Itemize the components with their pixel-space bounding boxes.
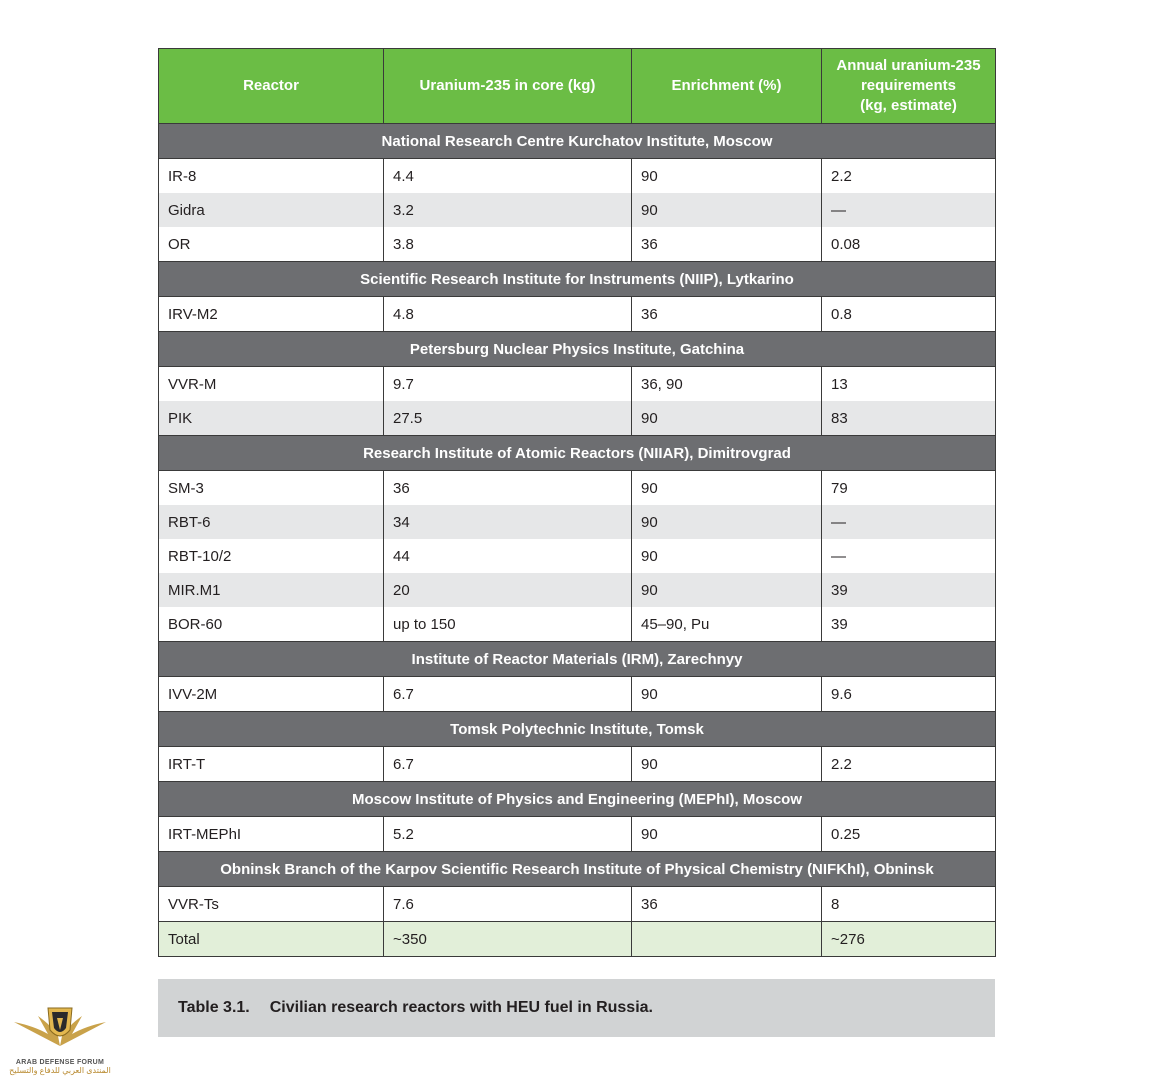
cell-reactor: IRT-T: [159, 747, 384, 782]
cell-annual: 0.25: [822, 817, 996, 852]
header-annual-line1: Annual uranium-235: [836, 57, 981, 74]
cell-uranium-core: 3.8: [384, 227, 632, 262]
caption-text: Civilian research reactors with HEU fuel in Russia.: [269, 999, 653, 1016]
section-row: [159, 852, 996, 887]
cell-annual: 2.2: [822, 747, 996, 782]
cell-uranium-core: 9.7: [384, 367, 632, 402]
cell-enrichment: 36: [632, 227, 822, 262]
cell-reactor: OR: [159, 227, 384, 262]
cell-annual: 2.2: [822, 159, 996, 194]
cell-reactor: Gidra: [159, 193, 384, 227]
total-enrichment: [632, 922, 822, 957]
table-row: [159, 193, 996, 227]
section-title: Tomsk Polytechnic Institute, Tomsk: [159, 712, 996, 747]
table-row: [159, 471, 996, 506]
cell-uranium-core: 7.6: [384, 887, 632, 922]
section-row: [159, 782, 996, 817]
cell-reactor: IVV-2M: [159, 677, 384, 712]
header-annual-requirements: [822, 49, 996, 124]
cell-annual: 8: [822, 887, 996, 922]
table-row: [159, 573, 996, 607]
cell-reactor: VVR-Ts: [159, 887, 384, 922]
header-uranium-core: Uranium-235 in core (kg): [384, 49, 632, 124]
cell-enrichment: 90: [632, 817, 822, 852]
cell-annual: 79: [822, 471, 996, 506]
caption-label: Table 3.1.: [178, 999, 250, 1016]
cell-enrichment: 36: [632, 887, 822, 922]
cell-reactor: IR-8: [159, 159, 384, 194]
section-row: [159, 332, 996, 367]
cell-enrichment: 90: [632, 747, 822, 782]
cell-reactor: MIR.M1: [159, 573, 384, 607]
cell-annual: —: [822, 193, 996, 227]
section-title: Institute of Reactor Materials (IRM), Zarechnyy: [159, 642, 996, 677]
table-body: [159, 124, 996, 957]
cell-enrichment: 90: [632, 573, 822, 607]
cell-annual: 83: [822, 401, 996, 436]
table-row: [159, 297, 996, 332]
cell-uranium-core: 20: [384, 573, 632, 607]
total-label: Total: [159, 922, 384, 957]
header-row: [159, 49, 996, 124]
section-title: Research Institute of Atomic Reactors (NIIAR), Dimitrovgrad: [159, 436, 996, 471]
cell-enrichment: 90: [632, 677, 822, 712]
section-row: [159, 712, 996, 747]
cell-annual: 39: [822, 573, 996, 607]
total-uranium-core: ~350: [384, 922, 632, 957]
table-row: [159, 367, 996, 402]
watermark-line1: ARAB DEFENSE FORUM: [15, 1059, 105, 1066]
cell-reactor: IRT-MEPhI: [159, 817, 384, 852]
cell-annual: —: [822, 505, 996, 539]
cell-uranium-core: up to 150: [384, 607, 632, 642]
section-title: Obninsk Branch of the Karpov Scientific Research Institute of Physical Chemistry (NIFKhI), Obninsk: [159, 852, 996, 887]
watermark-line2: المنتدى العربي للدفاع والتسليح: [9, 1066, 111, 1075]
header-annual-line3: (kg, estimate): [860, 97, 957, 114]
cell-uranium-core: 34: [384, 505, 632, 539]
cell-annual: 9.6: [822, 677, 996, 712]
table-row: [159, 677, 996, 712]
cell-uranium-core: 6.7: [384, 677, 632, 712]
table-row: [159, 887, 996, 922]
cell-annual: 0.8: [822, 297, 996, 332]
table-caption: [158, 979, 995, 1037]
cell-uranium-core: 6.7: [384, 747, 632, 782]
cell-reactor: RBT-6: [159, 505, 384, 539]
watermark-logo: [8, 996, 112, 1078]
cell-enrichment: 36: [632, 297, 822, 332]
cell-enrichment: 90: [632, 539, 822, 573]
cell-enrichment: 45–90, Pu: [632, 607, 822, 642]
section-title: Scientific Research Institute for Instruments (NIIP), Lytkarino: [159, 262, 996, 297]
section-row: [159, 262, 996, 297]
cell-enrichment: 90: [632, 193, 822, 227]
table-row: [159, 227, 996, 262]
section-title: Moscow Institute of Physics and Engineering (MEPhI), Moscow: [159, 782, 996, 817]
cell-enrichment: 90: [632, 471, 822, 506]
cell-reactor: RBT-10/2: [159, 539, 384, 573]
cell-enrichment: 90: [632, 505, 822, 539]
section-row: [159, 436, 996, 471]
cell-annual: 39: [822, 607, 996, 642]
eagle-emblem-icon: [8, 996, 112, 1054]
section-row: [159, 124, 996, 159]
cell-reactor: VVR-M: [159, 367, 384, 402]
cell-uranium-core: 5.2: [384, 817, 632, 852]
table-row: [159, 505, 996, 539]
cell-uranium-core: 4.8: [384, 297, 632, 332]
total-annual: ~276: [822, 922, 996, 957]
cell-uranium-core: 3.2: [384, 193, 632, 227]
table-row: [159, 539, 996, 573]
cell-uranium-core: 44: [384, 539, 632, 573]
cell-uranium-core: 4.4: [384, 159, 632, 194]
section-row: [159, 642, 996, 677]
cell-reactor: SM-3: [159, 471, 384, 506]
cell-uranium-core: 27.5: [384, 401, 632, 436]
header-reactor: Reactor: [159, 49, 384, 124]
table-row: [159, 747, 996, 782]
table-row: [159, 607, 996, 642]
cell-reactor: IRV-M2: [159, 297, 384, 332]
total-row: [159, 922, 996, 957]
cell-annual: 0.08: [822, 227, 996, 262]
cell-enrichment: 90: [632, 401, 822, 436]
cell-reactor: PIK: [159, 401, 384, 436]
section-title: Petersburg Nuclear Physics Institute, Gatchina: [159, 332, 996, 367]
cell-uranium-core: 36: [384, 471, 632, 506]
table-row: [159, 817, 996, 852]
cell-annual: —: [822, 539, 996, 573]
section-title: National Research Centre Kurchatov Institute, Moscow: [159, 124, 996, 159]
table-row: [159, 159, 996, 194]
table-row: [159, 401, 996, 436]
header-annual-line2: requirements: [860, 77, 957, 94]
cell-enrichment: 90: [632, 159, 822, 194]
cell-annual: 13: [822, 367, 996, 402]
reactor-table: [158, 48, 996, 957]
cell-enrichment: 36, 90: [632, 367, 822, 402]
header-enrichment: Enrichment (%): [632, 49, 822, 124]
cell-reactor: BOR-60: [159, 607, 384, 642]
